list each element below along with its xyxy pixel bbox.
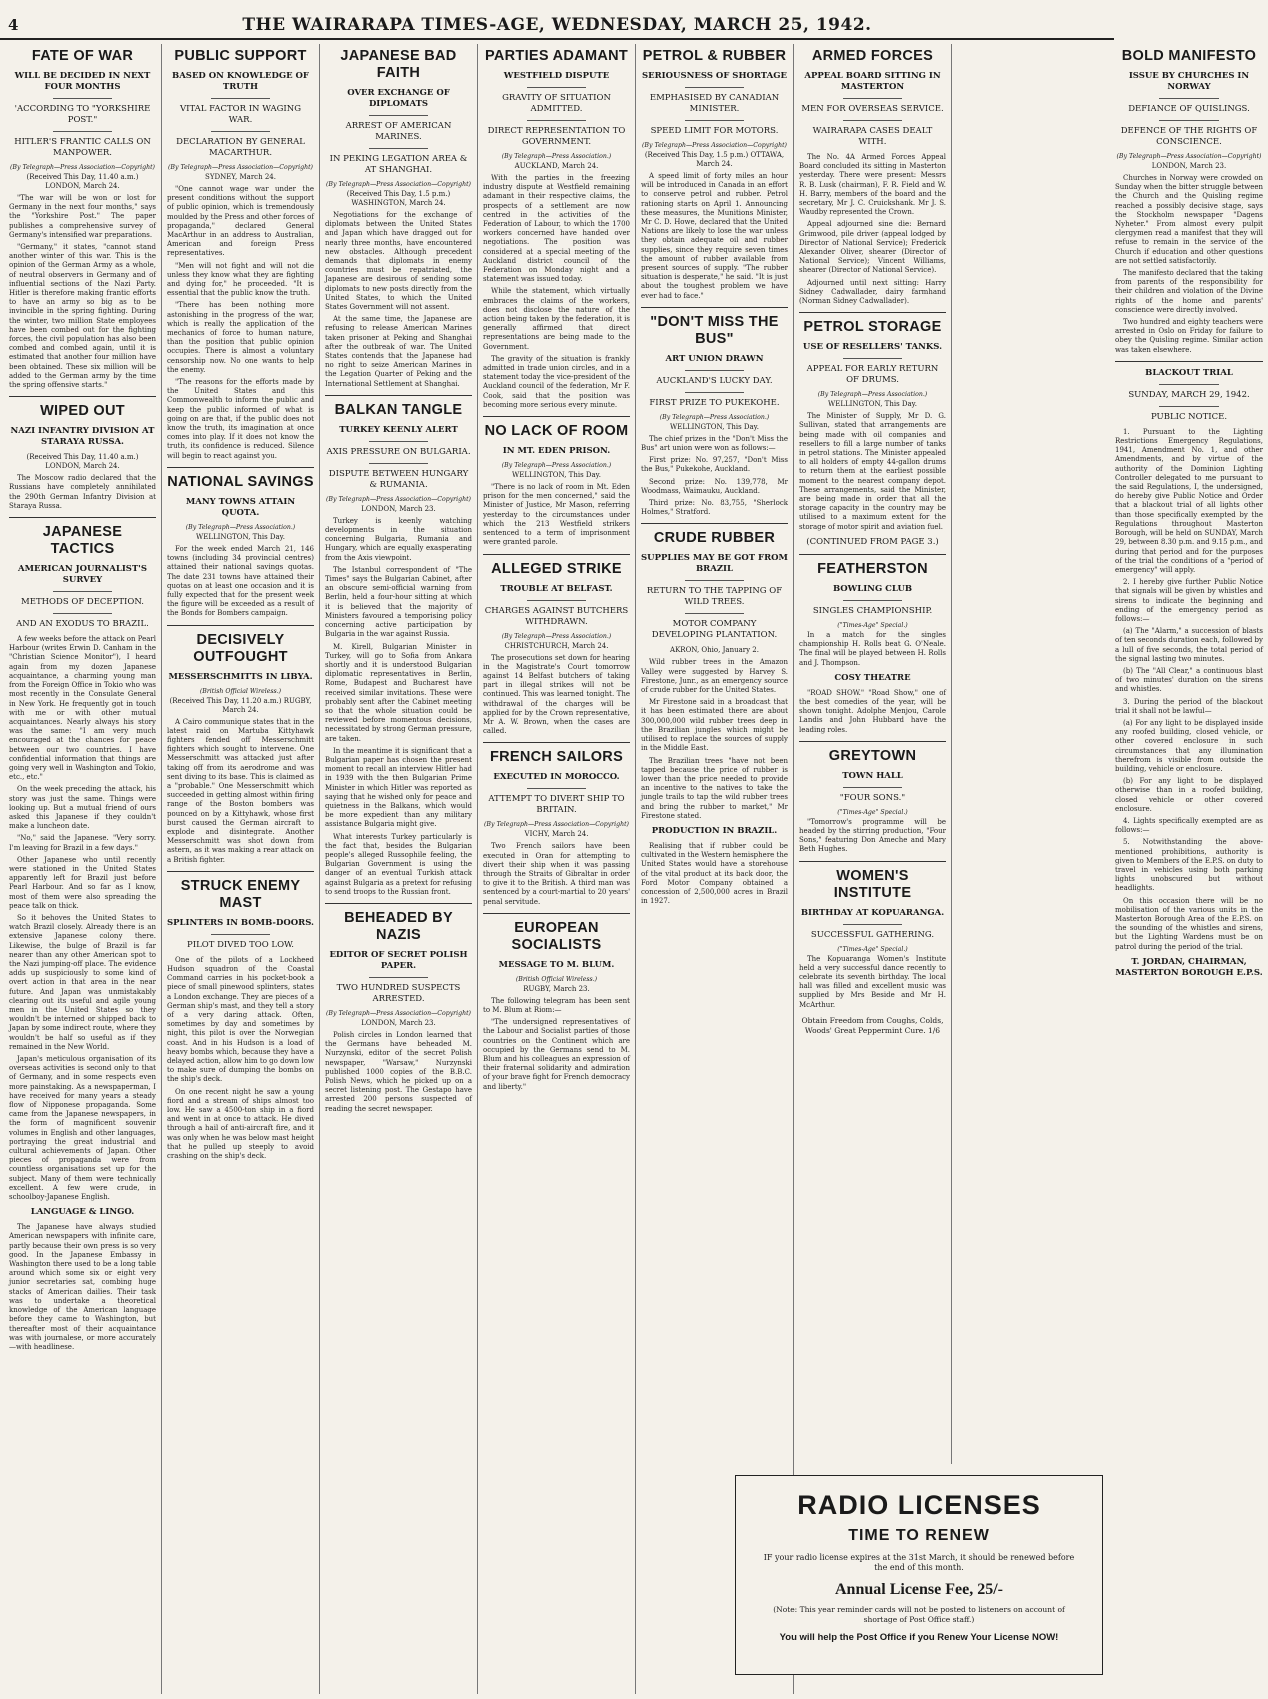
- article: [1115, 48, 1263, 355]
- article-paragraph: Realising that if rubber could be cultivated in the Western hemisphere the United States would have a storehouse of the vital product at its back door, the Ford Motor Company obtained a concession of 2,500,000 acres in Brazil in 1927.: [641, 841, 788, 906]
- article-separator: [799, 312, 946, 313]
- article-deck: BIRTHDAY AT KOPUARANGA.: [800, 907, 945, 918]
- column-1: [4, 44, 162, 1694]
- article-paragraph: "The reasons for the efforts made by the United States and this Commonwealth to inform the public and keep the public informed of what is going on are that, if the public does not know the truth, its imagination at once comes into play. If it does not know the truth, its confidence is reduced. Silence will begin to react against you.: [167, 378, 314, 460]
- article-paragraph: Adjourned until next sitting: Harry Sidney Cadwallader, dairy farmhand (Norman Sidney Cadwallader).: [799, 278, 946, 306]
- article-deck: WAIRARAPA CASES DEALT WITH.: [812, 126, 933, 147]
- article-credit: (By Telegraph—Press Association—Copyright): [642, 142, 787, 149]
- article-paragraph: (a) The "Alarm," a succession of blasts of ten seconds duration each, followed by a lull of five seconds, the total period of the signal lasting two minutes.: [1115, 627, 1263, 663]
- article-separator: [483, 554, 630, 555]
- article-headline: PARTIES ADAMANT: [484, 48, 629, 64]
- column-2: [162, 44, 320, 1694]
- deck-rule: [369, 463, 428, 464]
- article-deck: DISPUTE BETWEEN HUNGARY & RUMANIA.: [328, 468, 469, 490]
- article-deck: SERIOUSNESS OF SHORTAGE: [642, 71, 787, 81]
- article-headline: NATIONAL SAVINGS: [167, 473, 314, 490]
- article-separator: [9, 517, 156, 518]
- article-separator: [483, 742, 630, 743]
- article-headline: FATE OF WAR: [31, 48, 134, 64]
- article-separator: [9, 396, 156, 397]
- article-headline: FRENCH SAILORS: [489, 749, 624, 766]
- article-deck: HITLER'S FRANTIC CALLS ON MANPOWER.: [14, 137, 151, 158]
- article-headline: BALKAN TANGLE: [334, 401, 463, 418]
- article-deck: DEFENCE OF THE RIGHTS OF CONSCIENCE.: [1120, 126, 1258, 147]
- article-credit: (By Telegraph—Press Association.): [817, 391, 928, 399]
- article-credit: (By Telegraph—Press Association—Copyright): [484, 821, 629, 829]
- article-deck: EXECUTED IN MOROCCO.: [493, 772, 620, 783]
- article-deck: ATTEMPT TO DIVERT SHIP TO BRITAIN.: [488, 794, 625, 816]
- article: [167, 474, 314, 619]
- article-deck: IN PEKING LEGATION AREA & AT SHANGHAI.: [329, 154, 468, 175]
- deck-rule: [369, 115, 428, 116]
- article-paragraph: M. Kirell, Bulgarian Minister in Turkey, will go to Sofia from Ankara shortly and it is understood Bulgarian diplomatic representatives in Berlin, Rome, Budapest and Bucharest have received similar invitations. These were probably sent after the Cabinet meeting so that the whole situation could be reviewed before momentous decisions, necessitated by strong German pressure, are taken.: [325, 642, 472, 743]
- article-credit: ("Times-Age" Special.): [837, 808, 908, 816]
- article-deck: WILL BE DECIDED IN NEXT FOUR MONTHS: [14, 71, 151, 92]
- article-paragraph: While the statement, which virtually embraces the claims of the workers, does not disclose the nature of the action being taken by the federation, it is generally affirmed that direct representations are being made to the Government.: [483, 287, 630, 351]
- article-headline: FEATHERSTON: [817, 560, 928, 577]
- article-subhead: LANGUAGE & LINGO.: [30, 1207, 135, 1218]
- article-headline: PETROL STORAGE: [803, 319, 942, 336]
- article-paragraph: (b) For any light to be displayed otherwise than in a roofed building, closed vehicle or other covered enclosure.: [1115, 777, 1263, 813]
- article: [799, 561, 946, 735]
- article: [1115, 368, 1263, 979]
- article-credit: (British Official Wireless.): [199, 687, 282, 695]
- article-deck: BOWLING CLUB: [832, 583, 913, 594]
- article: [483, 561, 630, 737]
- article-paragraph: "There has been nothing more astonishing in the progress of the war, which is really the application of the mechanics of force to human nature, than the position that public opinion occupies. There is almost a voluntary censorship now. No one wants to help the enemy.: [167, 301, 314, 374]
- article-deck: AMERICAN JOURNALIST'S SURVEY: [17, 564, 148, 586]
- article-headline: BOLD MANIFESTO: [1121, 48, 1257, 64]
- article-paragraph: 3. During the period of the blackout trial it shall not be lawful—: [1115, 697, 1263, 715]
- article-credit: (By Telegraph—Press Association.): [501, 632, 612, 640]
- deck-rule: [843, 98, 902, 99]
- article-deck: AXIS PRESSURE ON BULGARIA.: [326, 446, 471, 457]
- article-paragraph: Third prize: No. 83,755, "Sherlock Holmes," Stratford.: [641, 499, 788, 517]
- article-deck: SPLINTERS IN BOMB-DOORS.: [167, 917, 314, 928]
- article-headline: JAPANESE BAD FAITH: [340, 48, 457, 81]
- article-separator: [799, 741, 946, 742]
- article-headline: "DON'T MISS THE BUS": [650, 313, 779, 347]
- article-deck: NAZI INFANTRY DIVISION AT STARAYA RUSSA.: [10, 426, 155, 448]
- article-paragraph: In a match for the singles championship H. Rolls beat G. O'Neale. The final will be played between H. Rolls and J. Thompson.: [799, 630, 946, 667]
- article-deck: DIRECT REPRESENTATION TO GOVERNMENT.: [487, 126, 626, 147]
- ad-text: IF your radio license expires at the 31st March, it should be renewed before the end of this month.: [763, 1553, 1075, 1572]
- article-headline: GREYTOWN: [828, 747, 917, 764]
- deck-rule: [843, 120, 902, 121]
- article-deck: DECLARATION BY GENERAL MACARTHUR.: [176, 137, 305, 158]
- deck-rule: [1159, 98, 1218, 99]
- deck-rule: [1159, 406, 1218, 407]
- article-deck: ART UNION DRAWN: [665, 353, 764, 364]
- article-paragraph: Two hundred and eighty teachers were arrested in Oslo on Friday for failure to obey the Quisling regime. Similar action was taken elsewhere.: [1115, 318, 1263, 354]
- article-deck: AUCKLAND'S LUCKY DAY.: [656, 375, 773, 386]
- article-paragraph: The Brazilian trees "have not been tapped because the price of rubber is lower than the price needed to provide an incentive to the natives to take the jungle trails to tap the wild rubber trees and bring the rubber to market," Mr Firestone stated.: [641, 756, 788, 820]
- article-credit: (By Telegraph—Press Association—Copyright): [326, 495, 471, 503]
- article-separator: [167, 467, 314, 468]
- deck-rule: [843, 924, 902, 925]
- article-headline: EUROPEAN SOCIALISTS: [511, 919, 602, 953]
- article-deck: IN MT. EDEN PRISON.: [502, 446, 611, 457]
- article-paragraph: Churches in Norway were crowded on Sunday when the bitter struggle between the Church and the Quisling regime reached a possibly decisive stage, says the Stockholm newspaper "Dagens Nyheter." From almost every pulpit clergymen read a manifest that they will refuse to remain in the service of the Church if education and other questions are not settled satisfactorily.: [1115, 174, 1263, 265]
- deck-rule: [685, 613, 744, 614]
- article-paragraph: On this occasion there will be no mobilisation of the various units in the Masterton Borough Area of the E.P.S. on the sounding of the whistles and sirens, but the Lighting Wardens must be on patrol during the period of the trial.: [1115, 896, 1263, 951]
- article-deck: SUCCESSFUL GATHERING.: [810, 929, 935, 940]
- ad-subheading: TIME TO RENEW: [848, 1527, 990, 1544]
- article-headline: WOMEN'S INSTITUTE: [833, 867, 912, 901]
- article-paragraph: First prize: No. 97,257, "Don't Miss the Bus," Pukekohe, Auckland.: [641, 456, 788, 474]
- article-deck: PILOT DIVED TOO LOW.: [187, 939, 294, 950]
- article-separator: [167, 625, 314, 626]
- article-paragraph: One of the pilots of a Lockheed Hudson squadron of the Coastal Command carries in his pocket-book a piece of small pinewood splinters, states a London exchange. They are pieces of a German ship's mast, and they tell a story of a very daring attack. Often, sometimes by day and sometimes by night, this pilot is over the Norwegian coast. And in his Hudson is a load of heavy bombs which, because they have a delayed action, allow him to go down low to make sure of dumping the bombs on the ship's deck.: [167, 955, 314, 1084]
- article: [799, 868, 946, 1036]
- article-paragraph: On one recent night he saw a young fiord and a stream of ships almost too low. He saw a 4500-ton ship in a fiord and went in at once to attack. He dived through a hail of anti-aircraft fire, and it was only when he was below mast height that he pulled up steeply to avoid crashing on the ship's deck.: [167, 1087, 314, 1161]
- continued-note: (CONTINUED FROM PAGE 3.): [806, 536, 939, 547]
- article-credit: (By Telegraph—Press Association—Copyright): [326, 1009, 471, 1017]
- article-dateline: SYDNEY, March 24.: [205, 173, 276, 181]
- deck-rule: [843, 787, 902, 788]
- deck-rule: [53, 591, 112, 592]
- article-credit: (By Telegraph—Press Association—Copyright): [10, 164, 155, 171]
- article-deck: APPEAL FOR EARLY RETURN OF DRUMS.: [806, 364, 939, 386]
- deck-rule: [369, 441, 428, 442]
- article-paragraph: Two French sailors have been executed in Oran for attempting to divert their ship when it was passing through the Straits of Gibraltar in order to give it to the British. A third man was sentenced by a court-martial to 20 years' penal servitude.: [483, 842, 630, 906]
- article-deck: EMPHASISED BY CANADIAN MINISTER.: [649, 93, 780, 114]
- article-deck: MESSAGE TO M. BLUM.: [498, 959, 615, 970]
- article-separator: [641, 523, 788, 524]
- article: [167, 48, 314, 461]
- article-deck: TROUBLE AT BELFAST.: [500, 583, 613, 594]
- ad-fee: Annual License Fee, 25/-: [835, 1581, 1003, 1598]
- masthead-title: THE WAIRARAPA TIMES-AGE, WEDNESDAY, MARCH 25, 1942.: [242, 15, 872, 35]
- article-paragraph: On the week preceding the attack, his story was just the same. Things were looking up. But a mutual friend of ours asked this Japanese if they couldn't make a luncheon date.: [9, 785, 156, 831]
- article-paragraph: "ROAD SHOW." "Road Show," one of the best comedies of the year, will be shown tonight. Adolphe Menjou, Carole Landis and John Hubbard have the leading roles.: [799, 688, 946, 734]
- article-paragraph: 2. I hereby give further Public Notice that signals will be given by whistles and sirens to indicate the beginning and ending of the emergency period as follows:—: [1115, 578, 1263, 623]
- article-headline: PETROL & RUBBER: [642, 48, 787, 64]
- column-8: [1110, 44, 1268, 1694]
- article-headline: WIPED OUT: [40, 403, 125, 420]
- column-6: [794, 44, 952, 1464]
- article-deck: 'ACCORDING TO "YORKSHIRE POST.": [14, 104, 151, 125]
- deck-rule: [685, 120, 744, 121]
- article-headline: PUBLIC SUPPORT: [174, 48, 307, 64]
- article-headline: ARMED FORCES: [811, 48, 934, 64]
- article-separator: [167, 871, 314, 872]
- article: [167, 878, 314, 1161]
- article: [9, 524, 156, 1352]
- article-credit: (By Telegraph—Press Association—Copyright): [168, 164, 313, 171]
- article-deck: BLACKOUT TRIAL: [1145, 367, 1233, 378]
- article: [9, 403, 156, 511]
- deck-rule: [527, 600, 586, 601]
- article: [799, 48, 946, 306]
- article: [483, 48, 630, 410]
- article-paragraph: 5. Notwithstanding the above-mentioned prohibitions, authority is given to Members of the E.P.S. on duty to travel in vehicles using both parking lights unobscured but without headlights.: [1115, 838, 1263, 893]
- article-deck: WESTFIELD DISPUTE: [503, 71, 610, 81]
- article-dateline: WELLINGTON, This Day.: [828, 400, 917, 409]
- article-paragraph: "Germany," it states, "cannot stand another winter of this war. This is the opinion of the German Army as a whole, of neutral observers in Germany and of influential sections of the Nazi Party. Hitler is therefore making frantic efforts to have an army so big as to be invincible in the spring fighting. During the winter, two million State employees have been combed out for the fighting forces, the civil population has also been combed and combed again, until it is estimated that another four million have been obtained. These six million will be added to the German army by the time the spring offensive starts.": [9, 243, 156, 390]
- column-3: [320, 44, 478, 1694]
- article-paragraph: "There is no lack of room in Mt. Eden prison for the men concerned," said the Minister of Justice, Mr Mason, referring yesterday to the circumstances under which the 213 Westfield strikers sentenced to a term of imprisonment were granted parole.: [483, 483, 630, 547]
- article-deck: OVER EXCHANGE OF DIPLOMATS: [347, 88, 450, 109]
- article-dateline: LONDON, March 23.: [361, 1018, 436, 1027]
- article-separator: [799, 554, 946, 555]
- article-deck: AND AN EXODUS TO BRAZIL.: [16, 619, 149, 630]
- deck-rule: [685, 370, 744, 371]
- article-deck: GRAVITY OF SITUATION ADMITTED.: [502, 93, 611, 114]
- deck-rule: [211, 131, 270, 132]
- article-dateline: (Received This Day, 1.5 p.m.) OTTAWA, March 24.: [644, 151, 785, 168]
- article-credit: (British Official Wireless.): [515, 975, 598, 983]
- article-paragraph: The Japanese have always studied American newspapers with infinite care, partly because their own press is so very good. In the Japanese Embassy in Washington there used to be a long table around which some six or eight very junior secretaries sat, combing huge stacks of American dailies. Their task was to undertake a theoretical knowledge of the American language before they came to Washington, but thereafter most of their acquaintance was with journalese, or more accurately—with headlinese.: [9, 1223, 156, 1351]
- article-paragraph: The manifesto declared that the taking from parents of the responsibility for their children and violation of the Divine rights of the home and parents' conscience were directly involved.: [1115, 269, 1263, 314]
- article-paragraph: In the meantime it is significant that a Bulgarian paper has chosen the present moment to recall an interview Hitler had in 1939 with the then Bulgarian Prime Minister in which Hitler was reported as saying that he wished only for peace and quietness in the Balkans, which would be more expedient than any military assistance Bulgaria might give.: [325, 746, 472, 829]
- article-paragraph: Japan's meticulous organisation of its overseas activities is second only to that of Germany, and in some respects even more painstaking. As a newspaperman, I have received for many years a steady flow of Nipponese propaganda. Some came from the Japanese newspapers, in the form of magnificent souvenir volumes in English and other languages, portraying the great industrial and cultural achievements of Japan. Other pieces of propaganda were from countless organisations set up for the subject. Many of them were technically excellent. A few were crude, in schoolboy-Japanese English.: [9, 1055, 156, 1202]
- article: [167, 632, 314, 865]
- article-paragraph: "The war will be won or lost for Germany in the next four months," says the "Yorkshire Post." The paper publishes a comprehensive survey of Germany's intensified war preparations.: [9, 194, 156, 239]
- article-deck: ISSUE BY CHURCHES IN NORWAY: [1128, 71, 1250, 92]
- article-deck: VITAL FACTOR IN WAGING WAR.: [179, 104, 302, 125]
- article-credit: (By Telegraph—Press Association—Copyright): [1116, 153, 1262, 160]
- article-deck: MESSERSCHMITTS IN LIBYA.: [168, 671, 313, 682]
- article-deck: "FOUR SONS.": [839, 792, 906, 803]
- article-paragraph: Wild rubber trees in the Amazon Valley were suggested by Harvey S. Firestone, Junr., as an emergency source of crude rubber for the United States.: [641, 658, 788, 695]
- article-credit: (By Telegraph—Press Association.): [659, 413, 770, 421]
- notice-signature: T. JORDAN, CHAIRMAN, MASTERTON BOROUGH E.P.S.: [1115, 956, 1263, 978]
- deck-rule: [685, 87, 744, 88]
- article-deck: METHODS OF DECEPTION.: [21, 597, 144, 608]
- article-paragraph: What interests Turkey particularly is the fact that, besides the Bulgarian people's alleged Russophile feeling, the Bulgarian Government is using the danger of an eventual Turkish attack against Bulgaria as a pretext for refusing to send troops to the Russian front.: [325, 832, 472, 896]
- article-separator: [483, 416, 630, 417]
- article-dateline: WELLINGTON, This Day.: [670, 422, 759, 431]
- article-dateline: WELLINGTON, This Day.: [512, 471, 601, 480]
- article-paragraph: Appeal adjourned sine die: Bernard Grimwood, pile driver (appeal lodged by Director of National Service); Frederick Alexander Oliver, shearer (Director of National Service); Vincent Williams, shearer (Director of National Service).: [799, 220, 946, 275]
- article-deck: DEFIANCE OF QUISLINGS.: [1128, 104, 1250, 114]
- article-deck: TOWN HALL: [842, 770, 903, 781]
- article-headline: BEHEADED BY NAZIS: [344, 909, 453, 943]
- deck-rule: [685, 580, 744, 581]
- article-paragraph: The following telegram has been sent to M. Blum at Riom:—: [483, 996, 630, 1014]
- article-deck: SUPPLIES MAY BE GOT FROM BRAZIL: [641, 553, 788, 575]
- article-credit: ("Times-Age" Special.): [837, 621, 908, 629]
- article-deck: CHARGES AGAINST BUTCHERS WITHDRAWN.: [484, 605, 629, 627]
- article-dateline: (Received This Day, 11.40 a.m.) LONDON, March 24.: [26, 173, 139, 190]
- deck-rule: [53, 131, 112, 132]
- article-paragraph: So it behoves the United States to watch Brazil closely. Already there is an extensive Japanese colony there. Likewise, the bulge of Brazil is far nearer than any other American spot to the Nazi jumping-off place. The evidence adds up suspiciously to some kind of overt action in that area in the near future. And Japan was unmistakably clearing out its useful and agile young men in the United States so they wouldn't be interned or shipped back to Japan by some indirect route, where they wouldn't be half so useful as if they remained in the New World.: [9, 913, 157, 1051]
- ad-note: (Note: This year reminder cards will not be posted to listeners on account of shortage of Post Office staff.): [773, 1605, 1065, 1624]
- article-headline: NO LACK OF ROOM: [484, 423, 629, 440]
- article-separator: [325, 903, 472, 904]
- article-paragraph: The chief prizes in the "Don't Miss the Bus" art union were won as follows:—: [641, 434, 788, 453]
- article-dateline: (Received This Day, 11.20 a.m.) RUGBY, March 24.: [169, 696, 312, 714]
- article-subhead: PRODUCTION IN BRAZIL.: [651, 825, 778, 836]
- article-paragraph: (a) For any light to be displayed inside any roofed building, closed vehicle, or other covered enclosure in such circumstances that any illumination therefrom is visible from outside the building, vehicle or enclosure.: [1115, 718, 1263, 773]
- article-credit: (By Telegraph—Press Association.): [501, 153, 612, 160]
- article-deck: TURKEY KEENLY ALERT: [339, 424, 458, 435]
- deck-rule: [369, 977, 428, 978]
- article-deck: MOTOR COMPANY DEVELOPING PLANTATION.: [651, 619, 778, 641]
- article-paragraph: A Cairo communique states that in the latest raid on Martuba Kittyhawk fighters fended off Messerschmitt fighters which sought to intervene. One Messerschmitt was attacked just after taking off from its aerodrome and was sent diving to its base. This is claimed as a "probable." One Messerschmitt which succeeded in getting almost within firing range of the Boston bombers was pounced on by a Kittyhawk, whose first burst caused the German aircraft to explode and disintegrate. Another Messerschmitt was shot down from astern, as it was making a rear attack on a British fighter.: [167, 717, 314, 864]
- article-deck: FIRST PRIZE TO PUKEKOHE.: [649, 397, 780, 408]
- masthead: [0, 0, 1114, 40]
- article-credit: ("Times-Age" Special.): [837, 945, 908, 953]
- article-paragraph: The Istanbul correspondent of "The Times" says the Bulgarian Cabinet, after an obscure semi-official warning from Berlin, held a four-hour sitting at which it is believed that the majority of Ministers favoured a temporising policy concerning active participation by Bulgaria in the war against Russia.: [325, 565, 472, 639]
- article-deck: SINGLES CHAMPIONSHIP.: [812, 605, 933, 616]
- article-dateline: LONDON, March 23.: [361, 504, 436, 513]
- article: [641, 314, 788, 518]
- article: [799, 748, 946, 855]
- article-headline: STRUCK ENEMY MAST: [180, 877, 301, 911]
- article-paragraph: Negotiations for the exchange of diplomats between the United States and Japan which have dragged out for nearly three months, have encountered new obstacles. Although precedent demands that diplomats in enemy countries must be repatriated, the Japanese are desirous of sending some diplomats to new posts directly from the United States, to which the United States Government will not assent.: [325, 211, 472, 312]
- article-paragraph: "Men will not fight and will not die unless they know what they are fighting and dying for," he proceeded. "It is essential that the public know the truth.: [167, 261, 314, 298]
- article-headline: ALLEGED STRIKE: [491, 560, 622, 577]
- column-5: [636, 44, 794, 1694]
- article-headline: DECISIVELY OUTFOUGHT: [193, 631, 288, 665]
- deck-rule: [211, 934, 270, 935]
- article-credit: (By Telegraph—Press Association.): [185, 523, 296, 531]
- article: [325, 910, 472, 1114]
- article-paragraph: A speed limit of forty miles an hour will be introduced in Canada in an effort to conserve petrol and rubber. Petrol rationing starts on April 1. Announcing these measures, the Munitions Minister, Mr C. D. Howe, declared that the United Nations are likely to lose the war unless they obtain adequate oil and rubber supplies, since they require seven times the amount of rubber available from present sources of supply. "The rubber situation is desperate," he said. "It is just about the toughest problem we have ever had to face.": [641, 172, 788, 300]
- article-deck: USE OF RESELLERS' TANKS.: [802, 342, 943, 353]
- article-dateline: LONDON, March 23.: [1151, 162, 1227, 170]
- article-deck: PUBLIC NOTICE.: [1150, 411, 1228, 422]
- article-paragraph: 4. Lights specifically exempted are as follows:—: [1115, 816, 1263, 835]
- article-headline: CRUDE RUBBER: [653, 530, 776, 547]
- article-paragraph: "Tomorrow's programme will be headed by the stirring production, "Four Sons," featuring Don Ameche and Mary Beth Hughes.: [799, 817, 946, 854]
- article-paragraph: "No," said the Japanese. "Very sorry. I'm leaving for Brazil in a few days.": [9, 834, 156, 852]
- small-advertisement: Obtain Freedom from Coughs, Colds, Woods' Great Peppermint Cure. 1/6: [801, 1015, 944, 1035]
- article-deck: RETURN TO THE TAPPING OF WILD TREES.: [646, 586, 783, 608]
- deck-rule: [211, 98, 270, 99]
- article-paragraph: The Kopuaranga Women's Institute held a very successful dance recently to celebrate its seventh birthday. The local hall was filled and excellent music was supplied by Mrs Beside and Mr H. McArthur.: [799, 954, 946, 1009]
- article-deck: APPEAL BOARD SITTING IN MASTERTON: [804, 71, 941, 92]
- article-paragraph: The Moscow radio declared that the Russians have completely annihilated the 290th German Infantry Division at Staraya Russa.: [9, 474, 156, 510]
- deck-rule: [527, 87, 586, 88]
- deck-rule: [53, 613, 112, 614]
- article: [641, 530, 788, 906]
- article-separator: [1115, 361, 1263, 362]
- article: [641, 48, 788, 301]
- article-separator: [799, 861, 946, 862]
- article-paragraph: At the same time, the Japanese are refusing to release American Marines taken prisoner at Peking and Shanghai after the outbreak of war. The United States contends that the Japanese had no right to seize American Marines in the Legation Quarter of Peking and the International Settlement at Shanghai.: [325, 315, 472, 388]
- article-paragraph: "One cannot wage war under the present conditions without the support of public opinion, which is tremendously moulded by the Press and other forces of propaganda," declared General MacArthur in an address to Australian, American and foreign Press representatives.: [167, 185, 314, 258]
- article-paragraph: A few weeks before the attack on Pearl Harbour (writes Erwin D. Canham in the "Christian Science Monitor"), I heard again from my dozen Japanese acquaintance, a charming young man from the Foreign Office in Tokio who was most recently in the Consulate General in New York. He frequently got in touch with me or with other mutual acquaintances. Nearly always his story was the same: "I am very much encouraged at the chances for peace between our two countries. I have confidential information that things are going very well in Washington and Tokio, etc., etc.": [9, 635, 157, 782]
- article: [325, 48, 472, 389]
- article-credit: (By Telegraph—Press Association.): [501, 462, 612, 470]
- article-paragraph: Turkey is keenly watching developments in the situation concerning Bulgaria, Rumania and Hungary, which are equally exasperating from the Axis viewpoint.: [325, 516, 472, 562]
- deck-rule: [53, 98, 112, 99]
- article: [483, 920, 630, 1092]
- article-paragraph: Second prize: No. 139,778, Mr Woodmass, Waimauku, Auckland.: [641, 477, 788, 495]
- article-deck: MEN FOR OVERSEAS SERVICE.: [801, 104, 944, 114]
- ad-heading: RADIO LICENSES: [797, 1490, 1041, 1520]
- column-4: [478, 44, 636, 1694]
- article-paragraph: "The undersigned representatives of the Labour and Socialist parties of those countries on the Continent which are occupied by the Germans send to M. Blum and his colleagues an expression of their fraternal solidarity and admiration of your brave fight for French democracy and liberty.": [483, 1018, 630, 1091]
- article-paragraph: The No. 4A Armed Forces Appeal Board concluded its sitting in Masterton yesterday. There were present: Messrs R. B. Lusk (chairman), F. R. Field and W. H. Barry, members of the board and the secretary, Mr J. C. Cruickshank. Mr J. S. Waudby represented the Crown.: [799, 153, 946, 217]
- deck-rule: [1159, 384, 1218, 385]
- columns-container: [4, 44, 1263, 1694]
- deck-rule: [1159, 120, 1218, 121]
- deck-rule: [527, 120, 586, 121]
- article-paragraph: The prosecutions set down for hearing in the Magistrate's Court tomorrow against 14 Belfast butchers of taking part in illegal strikes will not be continued. This was learned tonight. The withdrawal of the charges will be applied for by the Crown representative, Mr A. W. Brown, when the cases are called.: [483, 653, 630, 736]
- deck-rule: [843, 358, 902, 359]
- article-paragraph: The Minister of Supply, Mr D. G. Sullivan, stated that arrangements are being made with oil companies and resellers to fill a large number of tanks in petrol stations. The Minister appealed to all holders of empty 44-gallon drums to return them at the earliest possible moment to the nearest company depot. These arrangements, said the Minister, are being made in order that all the storage capacity in the country may be utilised to a maximum extent for the storage of motor spirit and aviation fuel.: [799, 412, 946, 531]
- article-separator: [325, 395, 472, 396]
- article-paragraph: (b) The "All Clear," a continuous blast of two minutes' duration on the sirens and whistles.: [1115, 666, 1263, 694]
- article-dateline: WELLINGTON, This Day.: [196, 532, 285, 541]
- article-deck: SPEED LIMIT FOR MOTORS.: [650, 126, 779, 136]
- article-deck: EDITOR OF SECRET POLISH PAPER.: [329, 949, 468, 971]
- article-deck: SUNDAY, MARCH 29, 1942.: [1128, 389, 1250, 400]
- deck-rule: [527, 788, 586, 789]
- radio-license-advertisement: [735, 1475, 1103, 1675]
- article-deck: BASED ON KNOWLEDGE OF TRUTH: [172, 71, 309, 92]
- article: [483, 423, 630, 547]
- article: [483, 749, 630, 906]
- article-deck: TWO HUNDRED SUSPECTS ARRESTED.: [336, 982, 461, 1004]
- article-deck: ARREST OF AMERICAN MARINES.: [345, 121, 452, 142]
- article-dateline: RUGBY, March 23.: [523, 984, 590, 993]
- article-dateline: (Received This Day, 11.40 a.m.) LONDON, March 24.: [26, 453, 139, 471]
- article-paragraph: Mr Firestone said in a broadcast that it has been estimated there are about 300,000,000 wild rubber trees deep in the Brazilian jungles which might be utilised to replace the sources of supply in the Middle East.: [641, 698, 788, 753]
- article-dateline: AKRON, Ohio, January 2.: [670, 646, 759, 655]
- article-paragraph: For the week ended March 21, 146 towns (including 34 provincial centres) attained their national savings quotas. The date 231 towns have attained their quotas on at least one occasion and it is fully expected that for the present week the figure will be exceeded as a result of the Bonds for Bombers campaign.: [167, 544, 314, 618]
- article-deck: MANY TOWNS ATTAIN QUOTA.: [185, 496, 296, 518]
- article-paragraph: Other Japanese who until recently were stationed in the United States apparently left for Brazil just before Pearl Harbour. And so far as I know, most of them were also spreading the peace talk on thick.: [9, 855, 156, 910]
- article-headline: JAPANESE TACTICS: [42, 524, 123, 558]
- article-paragraph: Polish circles in London learned that the Germans have beheaded M. Nurzynski, editor of the secret Polish newspaper, "Warsaw," Nurzynski published 1000 copies of the B.B.C. Polish News, which he picked up on a secret listening post. The Gestapo have arrested 200 persons suspected of reading the secret newspaper.: [325, 1030, 472, 1113]
- article-separator: [483, 913, 630, 914]
- article-paragraph: The gravity of the situation is frankly admitted in trade union circles, and in a statement today the vice-president of the Auckland council of the federation, Mr F. Cook, said that the position was becoming more serious every minute.: [483, 354, 630, 409]
- article-dateline: VICHY, March 24.: [524, 830, 589, 839]
- ad-closing: You will help the Post Office if you Renew Your License NOW!: [779, 1632, 1059, 1643]
- deck-rule: [369, 148, 428, 149]
- article-subhead: COSY THEATRE: [834, 672, 911, 683]
- article: [9, 48, 156, 390]
- page-number: 4: [8, 16, 19, 34]
- article-paragraph: With the parties in the freezing industry dispute at Westfield remaining adamant in their respective claims, the prospects of a settlement are now centred in the activities of the Federation of Labour, to which the 1700 workers concerned have handed over negotiations. The position was considered at a special meeting of the Auckland district council of the Federation on Monday night and a statement was issued today.: [483, 174, 630, 284]
- deck-rule: [685, 392, 744, 393]
- article-credit: (By Telegraph—Press Association—Copyright): [326, 181, 471, 188]
- deck-rule: [843, 600, 902, 601]
- article-dateline: CHRISTCHURCH, March 24.: [504, 641, 609, 650]
- article-separator: [641, 307, 788, 308]
- article: [799, 319, 946, 548]
- article-dateline: (Received This Day, 1.5 p.m.) WASHINGTON, March 24.: [346, 190, 451, 207]
- article: [325, 402, 472, 897]
- article-paragraph: 1. Pursuant to the Lighting Restrictions Emergency Regulations, 1941, Amendment No. 1, and other Amendments, and by virtue of the authority of the Dominion Lighting Controller delegated to me pursuant to the said Regulations, I, the undersigned, do hereby give Public Notice and Order that a blackout trial of all lights other than those specifically exempted by the Regulations throughout Masterton Borough, will be held on SUNDAY, March 29, between 8.30 p.m. and 9.15 p.m., and during that period and for the purposes of the trial the conditions of a "period of emergency" will apply.: [1115, 427, 1263, 574]
- article-dateline: AUCKLAND, March 24.: [514, 162, 599, 170]
